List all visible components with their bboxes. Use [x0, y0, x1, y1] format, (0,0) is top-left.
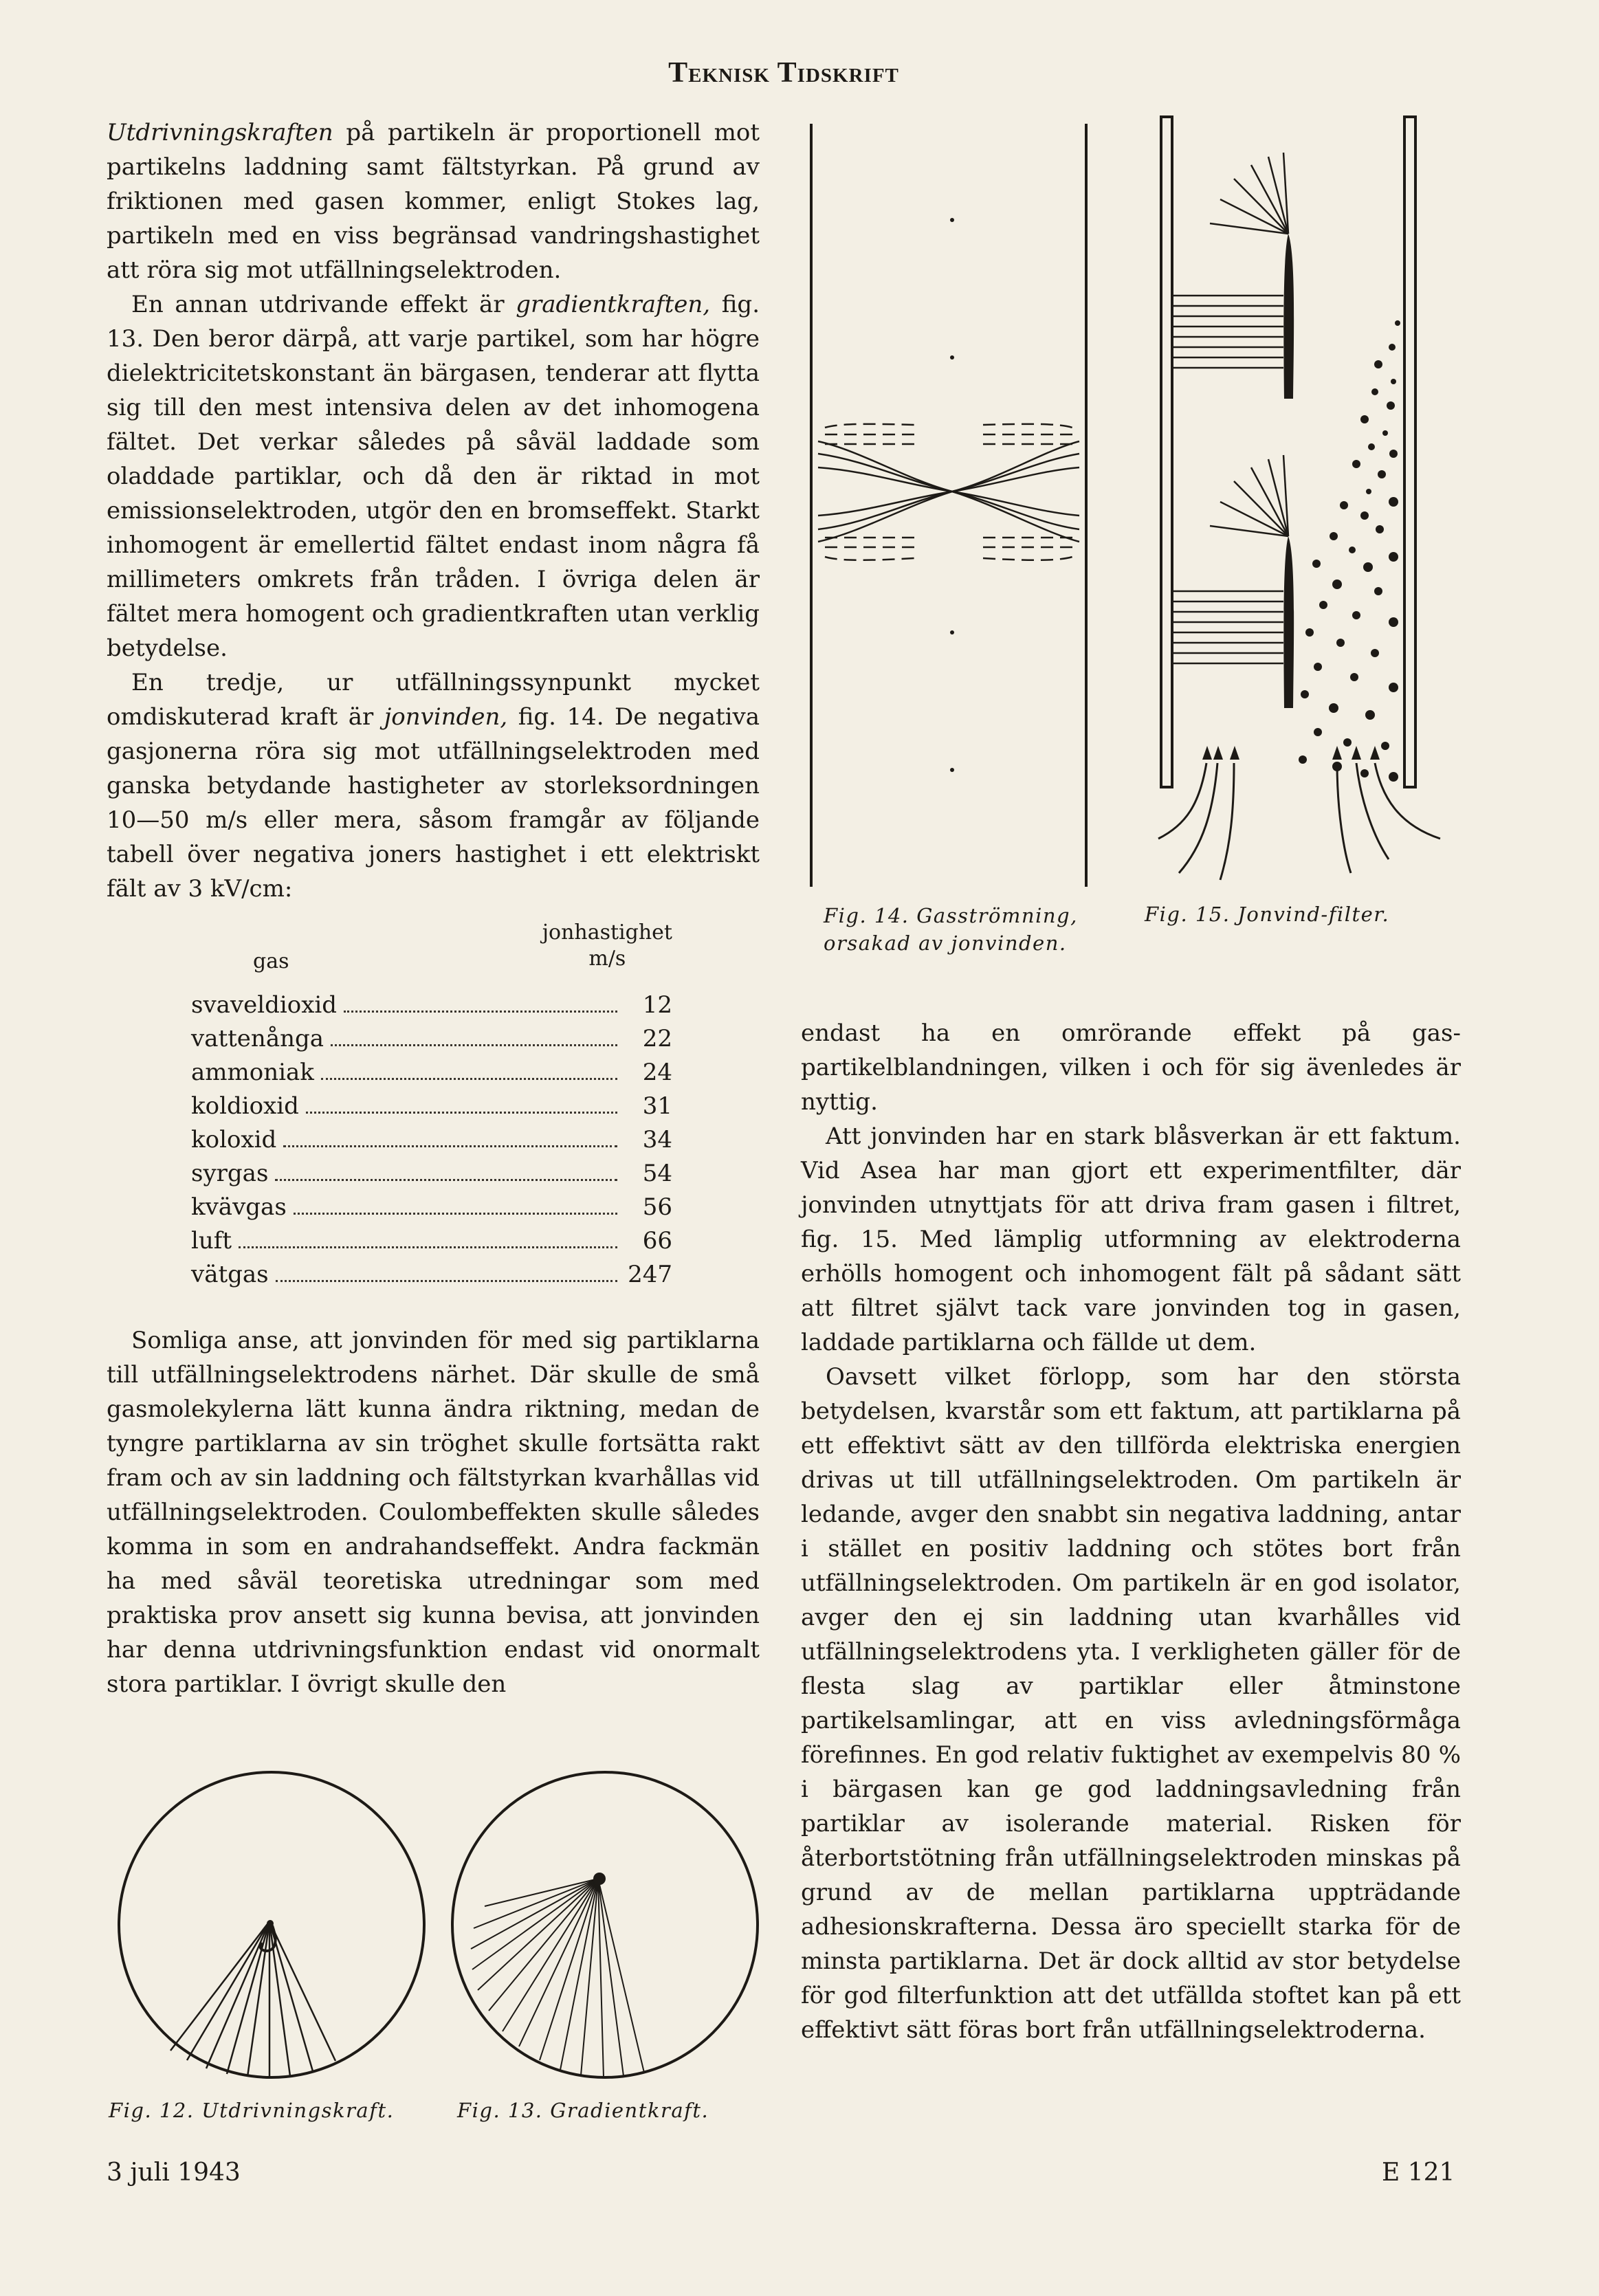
leader-dots — [239, 1246, 617, 1248]
lower-emission-electrode — [1283, 536, 1294, 708]
upper-emission-electrode — [1283, 234, 1294, 399]
paragraph-somliga: Somliga anse, att jonvinden för med sig partiklarna till utfällningselektrodens närhet. Där skulle de små gasmolekylerna lätt kunna ändra riktning, medan de tyngre partiklarna av sin tröghet skulle fortsätta rakt fram och av sin laddning och fältstyrkan kvarhållas vid utfällningselektroden. Coulombeffekten skulle således komma in som en andrahandseffekt. Andra fackmän ha med såväl teoretiska utredningar som med praktiska prov ansett sig kunna bevisa, att jonvinden har denna utdrivningsfunktion endast vid onormalt stora partiklar. I övrigt skulle den — [107, 1327, 760, 1698]
paragraph-gradientkraft: En annan utdrivande effekt är gradientkraften, fig. 13. Den beror därpå, att varje partikel, som har högre dielektricitetskonstant än bärgasen, tenderar att flytta sig till den mest intensiva delen av det inhomogena fältet. Det verkar således på såväl laddade som oladdade partiklar, och då den är riktad in mot emissionselektroden, utgör den en bromseffekt. Starkt inhomogent är emellertid fältet endast inom några få millimeters omkrets från tråden. I övriga delen är fältet mera homogent och gradientkraften utan verklig betydelse. — [107, 291, 760, 662]
table-header — [191, 920, 672, 989]
gas-name: syrgas — [191, 1160, 269, 1187]
gas-name: vätgas — [191, 1261, 269, 1288]
ion-speed: 66 — [642, 1227, 672, 1255]
wire-electrode — [267, 1920, 274, 1927]
right-collecting-electrode — [1404, 117, 1415, 787]
fig12-utdrivningskraft-diagram — [110, 1763, 433, 2086]
table-row — [191, 989, 672, 1022]
gas-name: ammoniak — [191, 1059, 314, 1086]
upper-ion-wind-rays — [1210, 153, 1288, 234]
ion-speed: 247 — [628, 1261, 672, 1288]
fig14-caption: Fig. 14. Gasströmning, orsakad av jonvinden. — [824, 904, 1078, 955]
table-row — [191, 1224, 672, 1258]
ion-speed-table — [191, 920, 672, 1292]
leader-dots — [294, 1213, 617, 1215]
table-row — [191, 1157, 672, 1191]
lower-ion-wind-rays — [1210, 455, 1288, 536]
left-column-continued — [107, 1323, 760, 1701]
upper-homogeneous-field-lines — [1173, 296, 1283, 368]
term-jonvinden: jonvinden, — [384, 703, 508, 731]
fig12-caption: Fig. 12. Utdrivningskraft. — [109, 2099, 395, 2122]
paragraph-jonvind: En tredje, ur utfällningssynpunkt mycket omdiskuterad kraft är jonvinden, fig. 14. De negativa gasjonerna röra sig mot utfällningselektroden med ganska betydande hastigheter av storleksordningen 10—50 m/s eller mera, såsom framgår av följande tabell över negativa joners hastighet i ett elektriskt fält av 3 kV/cm: — [107, 669, 760, 903]
electrode-circle — [452, 1772, 758, 2077]
field-lines — [170, 1921, 335, 2077]
ion-speed: 56 — [642, 1193, 672, 1221]
table-row — [191, 1123, 672, 1157]
footer-date: 3 juli 1943 — [107, 2159, 241, 2187]
fig14-gasstromning-diagram — [797, 117, 1100, 894]
column-header-gas: gas — [253, 949, 289, 973]
gas-name: koldioxid — [191, 1092, 299, 1120]
leader-dots — [344, 1011, 617, 1013]
gas-name: kvävgas — [191, 1193, 287, 1221]
table-row — [191, 1258, 672, 1292]
dust-particles — [1299, 320, 1400, 782]
fig15-jonvind-filter-diagram — [1138, 110, 1461, 894]
paragraph-omrorande: endast ha en omrörande effekt på gas-partikelblandningen, vilken i och för sig ävenledes är nyttig. — [801, 1019, 1461, 1116]
table-row — [191, 1022, 672, 1056]
fig13-caption: Fig. 13. Gradientkraft. — [457, 2099, 709, 2122]
center-wire-dots — [950, 218, 954, 772]
field-lines — [471, 1879, 644, 2077]
paragraph-blasverkan: Att jonvinden har en stark blåsverkan är ett faktum. Vid Asea har man gjort ett experimentfilter, där jonvinden utnyttjats för att driva fram gasen i filtret, fig. 15. Med lämplig utformning av elektroderna erhölls homogent och inhomogent fält på sådant sätt att filtret självt tack vare jonvinden tog in gasen, laddade partiklarna och fällde ut dem. — [801, 1123, 1461, 1356]
column-header-speed: jonhastighet m/s — [542, 920, 672, 971]
left-column — [107, 115, 760, 906]
ion-speed: 34 — [642, 1126, 672, 1153]
ion-speed: 22 — [642, 1025, 672, 1052]
ion-speed: 54 — [642, 1160, 672, 1187]
leader-dots — [331, 1044, 617, 1046]
leader-dots — [306, 1112, 617, 1114]
ion-wind-flow-lines — [818, 441, 1079, 542]
paragraph-forlopp: Oavsett vilket förlopp, som har den största betydelsen, kvarstår som ett faktum, att partiklarna på ett effektivt sätt av den tillförda elektriska energien drivas ut till utfällningselektroden. Om partikeln är ledande, avger den snabbt sin negativa laddning, antar i stället en positiv laddning och stötes bort från utfällningselektroden. Om partikeln är en god isolator, avger den ej sin laddning utan kvarhålles vid utfällningselektrodens yta. I verkligheten gäller för de flesta slag av partiklar eller åtminstone partikelsamlingar, att en viss avledningsförmåga förefinnes. En god relativ fuktighet av exempelvis 80 % i bärgasen kan ge god laddningsavledning från partiklar av isolerande material. Risken för återbortstötning från utfällningselektroden minskas på grund av de mellan partiklarna uppträdande adhesionskrafterna. Dessa äro speciellt starka för de minsta partiklarna. Det är dock alltid av stor betydelse för god filterfunktion att det utfällda stoftet kan på ett effektivt sätt föras bort från utfällningselektroderna. — [801, 1363, 1461, 2044]
gas-name: koloxid — [191, 1126, 277, 1153]
right-column — [801, 1016, 1461, 2047]
paragraph-utdrivningskraft: Utdrivningskraften på partikeln är proportionell mot partikelns laddning samt fältstyrkan. På grund av friktionen med gasen kommer, enligt Stokes lag, partikeln med en viss begränsad vandringshastighet att röra sig mot utfällningselektroden. — [107, 119, 760, 284]
footer-page-number: E 121 — [1382, 2159, 1455, 2187]
gas-inflow-arrowheads — [1202, 746, 1380, 760]
term-utdrivningskraft: Utdrivningskraften — [107, 119, 333, 146]
ion-speed: 31 — [642, 1092, 672, 1120]
table-row — [191, 1056, 672, 1090]
gas-name: vattenånga — [191, 1025, 324, 1052]
left-collecting-electrode — [1161, 117, 1172, 787]
gas-inflow-arrows — [1158, 763, 1440, 880]
ion-speed: 12 — [642, 991, 672, 1019]
leader-dots — [275, 1179, 617, 1181]
ion-speed: 24 — [642, 1059, 672, 1086]
lower-homogeneous-field-lines — [1173, 591, 1283, 663]
table-row — [191, 1090, 672, 1123]
gas-name: luft — [191, 1227, 232, 1255]
leader-dots — [283, 1145, 617, 1147]
term-gradientkraft: gradientkraften, — [516, 291, 711, 318]
fig13-gradientkraft-diagram — [443, 1763, 767, 2086]
journal-header: Teknisk Tidskrift — [668, 57, 899, 89]
leader-dots — [276, 1280, 617, 1282]
fig15-caption: Fig. 15. Jonvind-filter. — [1145, 903, 1390, 926]
leader-dots — [321, 1078, 617, 1080]
table-row — [191, 1191, 672, 1224]
wire-electrode — [593, 1873, 606, 1885]
gas-name: svaveldioxid — [191, 991, 338, 1019]
